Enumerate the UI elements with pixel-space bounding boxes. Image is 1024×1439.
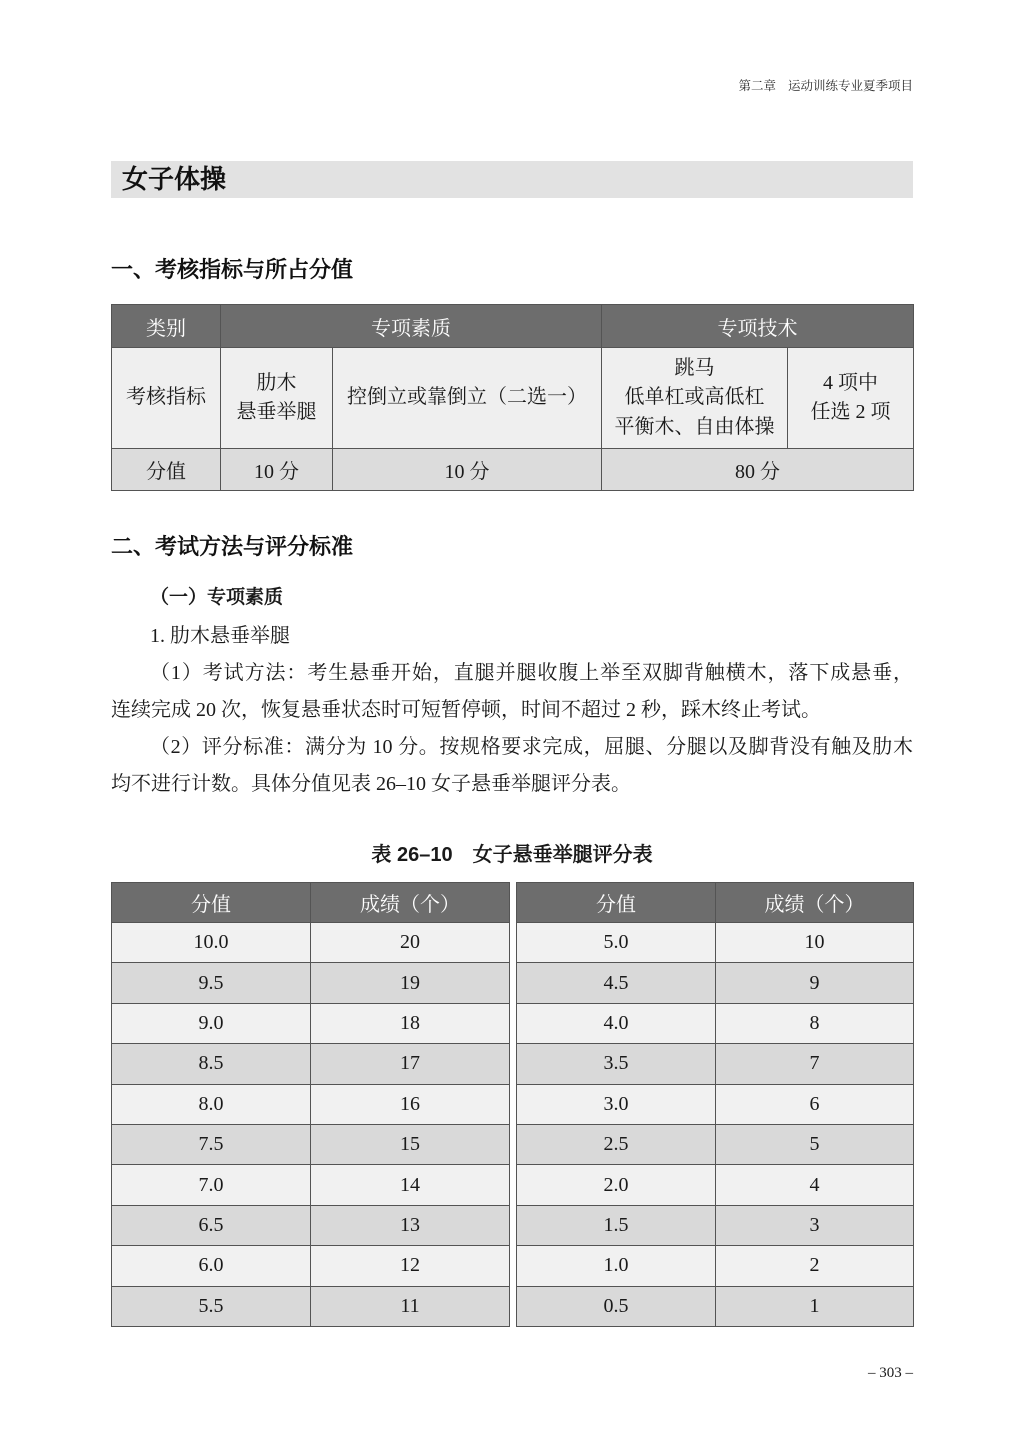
score-table-row [112,1084,510,1124]
score-table-row [112,1044,510,1084]
score-cell: 8.5 [112,1044,311,1084]
paragraph-line: （1）考试方法：考生悬垂开始，直腿并腿收腹上举至双脚背触横木，落下成悬垂， [150,662,913,684]
score-table-left-head [112,883,510,923]
header-score: 分值 [112,883,311,923]
score-cell: 10.0 [112,923,311,963]
score-table-row [517,1205,914,1245]
count-cell: 17 [311,1044,510,1084]
indicator-line: 低单杠或高低杠 [624,386,765,409]
score-cell: 6.0 [112,1246,311,1286]
indicator-handstand-cell [333,348,602,449]
score-table-row [517,923,914,963]
indicator-row [112,348,914,449]
score-table-row [517,1003,914,1043]
score-table-row [112,1124,510,1164]
running-head [738,76,913,96]
count-cell: 9 [716,963,914,1003]
score-cell: 3.5 [517,1044,716,1084]
score-table-row [112,1205,510,1245]
score-cell: 2.5 [517,1124,716,1164]
score-table-row [517,1246,914,1286]
assessment-table-body [112,348,914,491]
table-caption-title: 女子悬垂举腿评分表 [472,844,653,866]
section-heading-methods: 二、考试方法与评分标准 [111,534,354,559]
running-head-chapter: 第二章 [738,79,776,93]
score-wall-bars: 10 分 [221,449,333,491]
count-cell: 8 [716,1003,914,1043]
count-cell: 16 [311,1084,510,1124]
score-table-right-body [517,923,914,1327]
count-cell: 14 [311,1165,510,1205]
header-count: 成绩（个） [716,883,914,923]
score-table-row [517,963,914,1003]
section-heading-assessment: 一、考核指标与所占分值 [111,257,354,282]
subheading-special-fitness: （一）专项素质 [150,587,284,608]
score-table-header-row [517,883,914,923]
score-cell: 5.0 [517,923,716,963]
score-cell: 3.0 [517,1084,716,1124]
indicator-line: 4 项中 [823,371,878,394]
count-cell: 4 [716,1165,914,1205]
score-table-row [517,1084,914,1124]
paragraph-line: 连续完成 20 次，恢复悬垂状态时可短暂停顿，时间不超过 2 秒，踩木终止考试。 [111,699,821,721]
count-cell: 6 [716,1084,914,1124]
score-cell: 7.5 [112,1124,311,1164]
banner-title: 女子体操 [122,165,227,194]
assessment-table-head [112,305,914,348]
indicator-row-label: 考核指标 [112,348,221,449]
page-number: – 303 – [868,1365,913,1381]
score-table-row [112,1286,510,1326]
score-cell: 4.0 [517,1003,716,1043]
score-table-row [112,963,510,1003]
score-cell: 2.0 [517,1165,716,1205]
score-cell: 5.5 [112,1286,311,1326]
indicator-line: 悬垂举腿 [236,401,317,423]
indicator-line: 平衡木、自由体操 [614,415,775,438]
body-text [111,655,913,803]
count-cell: 20 [311,923,510,963]
assessment-table-header-row [112,305,914,348]
score-table-row [112,1246,510,1286]
paragraph-line: （2）评分标准：满分为 10 分。按规格要求完成，屈腿、分腿以及脚背没有触及肋木 [150,736,913,758]
score-table-right [516,882,914,1327]
header-score: 分值 [517,883,716,923]
score-row [112,449,914,491]
score-table-row [517,1124,914,1164]
count-cell: 15 [311,1124,510,1164]
count-cell: 18 [311,1003,510,1043]
score-table-row [517,1044,914,1084]
paragraph-line: 均不进行计数。具体分值见表 26–10 女子悬垂举腿评分表。 [111,773,631,795]
header-special-technique: 专项技术 [602,305,914,348]
score-table-row [112,1003,510,1043]
header-count: 成绩（个） [311,883,510,923]
item-title: 1. 肋木悬垂举腿 [150,625,290,647]
table-caption-number: 表 26–10 [371,844,453,866]
count-cell: 19 [311,963,510,1003]
indicator-apparatus-cell [602,348,788,449]
score-cell: 9.5 [112,963,311,1003]
score-cell: 4.5 [517,963,716,1003]
score-table-row [517,1286,914,1326]
score-table-right-head [517,883,914,923]
header-category: 类别 [112,305,221,348]
count-cell: 10 [716,923,914,963]
count-cell: 1 [716,1286,914,1326]
score-handstand: 10 分 [333,449,602,491]
count-cell: 3 [716,1205,914,1245]
indicator-wall-bars-cell [221,348,333,449]
assessment-table [111,304,914,491]
score-cell: 7.0 [112,1165,311,1205]
score-cell: 9.0 [112,1003,311,1043]
indicator-line: 肋木 [256,371,297,394]
score-cell: 0.5 [517,1286,716,1326]
score-cell: 1.0 [517,1246,716,1286]
count-cell: 7 [716,1044,914,1084]
indicator-line: 跳马 [674,356,715,379]
header-special-fitness: 专项素质 [221,305,602,348]
score-table-left [111,882,510,1327]
score-table-row [112,923,510,963]
score-cell: 1.5 [517,1205,716,1245]
count-cell: 11 [311,1286,510,1326]
score-row-label: 分值 [112,449,221,491]
score-table-left-body [112,923,510,1327]
score-technique: 80 分 [602,449,914,491]
running-head-title: 运动训练专业夏季项目 [787,79,913,93]
score-table-row [517,1165,914,1205]
score-table-row [112,1165,510,1205]
score-cell: 8.0 [112,1084,311,1124]
count-cell: 12 [311,1246,510,1286]
indicator-choice-cell [788,348,914,449]
indicator-line: 任选 2 项 [810,401,891,423]
indicator-line: 控倒立或靠倒立（二选一） [347,386,587,409]
score-table-header-row [112,883,510,923]
count-cell: 13 [311,1205,510,1245]
count-cell: 5 [716,1124,914,1164]
count-cell: 2 [716,1246,914,1286]
score-cell: 6.5 [112,1205,311,1245]
title-banner [111,161,913,198]
table-caption [111,840,913,870]
